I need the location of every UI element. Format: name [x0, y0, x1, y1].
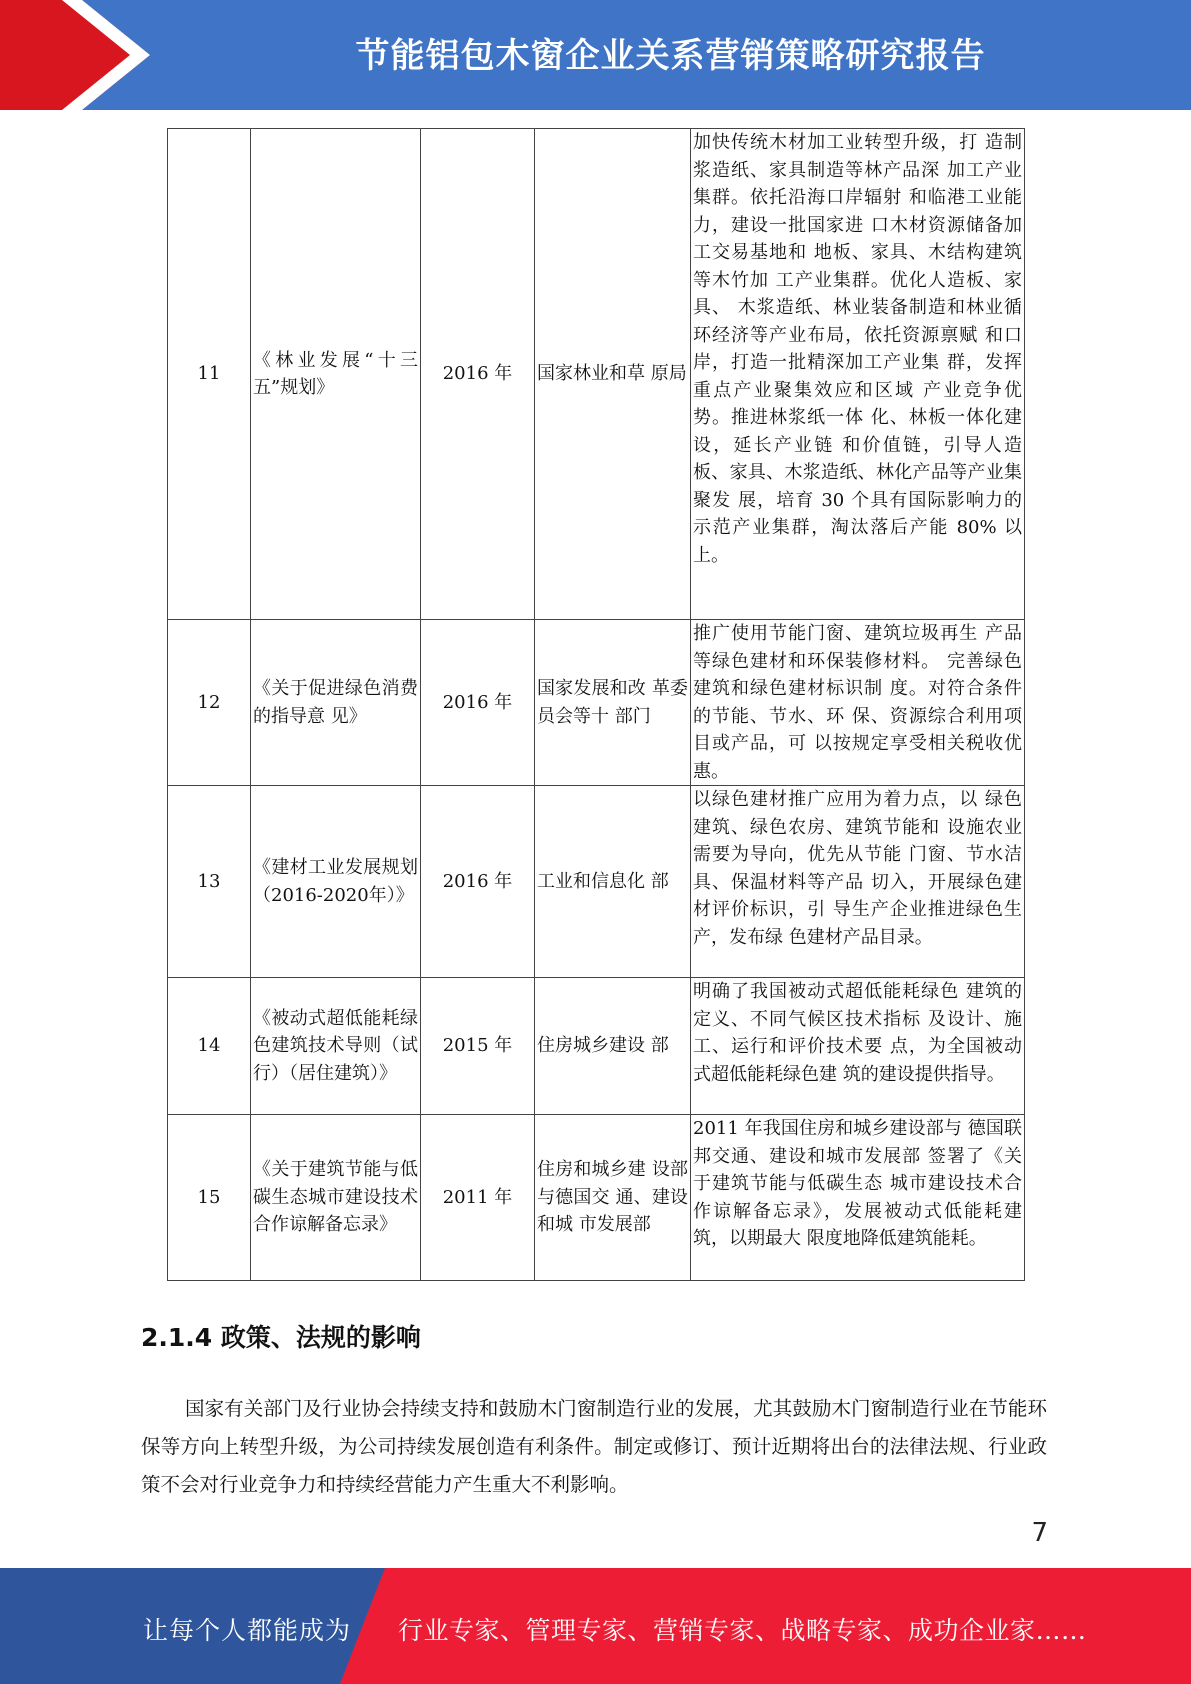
policy-name: 《关于促进绿色消费的指导意 见》	[251, 620, 421, 786]
policy-year: 2016 年	[421, 620, 535, 786]
row-number: 15	[168, 1115, 251, 1281]
policy-year: 2011 年	[421, 1115, 535, 1281]
policy-table	[167, 128, 1025, 1281]
table-row	[168, 1115, 1025, 1281]
issuing-department: 住房城乡建设 部	[535, 978, 691, 1115]
footer-slogan-right: 行业专家、管理专家、营销专家、战略专家、成功企业家……	[398, 1616, 1087, 1645]
policy-content: 加快传统木材加工业转型升级，打 造制浆造纸、家具制造等林产品深 加工产业集群。依托沿海口岸辐射 和临港工业能力，建设一批国家进 口木材资源储备加工交易基地和 地板、家具、木结构建筑等木竹加 工产业集群。优化人造板、家具、 木浆造纸、林业装备制造和林业循 环经济等产业布局，依托资源禀赋 和口岸，打造一批精深加工产业集 群，发挥重点产业聚集效应和区域 产业竞争优势。推进林浆纸一体 化、林板一体化建设，延长产业链 和价值链，引导人造板、家具、木浆造纸、林化产品等产业集聚发 展，培育 30 个具有国际影响力的 示范产业集群，淘汰落后产能 80% 以上。	[691, 129, 1025, 620]
page-header	[0, 0, 1191, 110]
row-number: 12	[168, 620, 251, 786]
policy-content: 明确了我国被动式超低能耗绿色 建筑的定义、不同气候区技术指标 及设计、施工、运行和评价技术要 点，为全国被动式超低能耗绿色建 筑的建设提供指导。	[691, 978, 1025, 1115]
policy-content: 推广使用节能门窗、建筑垃圾再生 产品等绿色建材和环保装修材料。 完善绿色建筑和绿色建材标识制 度。对符合条件的节能、节水、环 保、资源综合利用项目或产品，可 以按规定享受相关税收优惠。	[691, 620, 1025, 786]
issuing-department: 国家发展和改 革委员会等十 部门	[535, 620, 691, 786]
issuing-department: 工业和信息化 部	[535, 786, 691, 978]
row-number: 13	[168, 786, 251, 978]
table-row	[168, 786, 1025, 978]
policy-year: 2015 年	[421, 978, 535, 1115]
policy-year: 2016 年	[421, 786, 535, 978]
table-row	[168, 620, 1025, 786]
body-paragraph: 国家有关部门及行业协会持续支持和鼓励木门窗制造行业的发展，尤其鼓励木门窗制造行业在节能环保等方向上转型升级，为公司持续发展创造有利条件。制定或修订、预计近期将出台的法律法规、行业政策不会对行业竞争力和持续经营能力产生重大不利影响。	[141, 1397, 1047, 1496]
table-row	[168, 129, 1025, 620]
policy-name: 《林业发展“十三五”规划》	[251, 129, 421, 620]
policy-content: 2011 年我国住房和城乡建设部与 德国联邦交通、建设和城市发展部 签署了《关于建筑节能与低碳生态 城市建设技术合作谅解备忘录》，发展被动式低能耗建筑，以期最大 限度地降低建筑能耗。	[691, 1115, 1025, 1281]
policy-name: 《关于建筑节能与低碳生态城市建设技术合作谅解备忘录》	[251, 1115, 421, 1281]
report-title: 节能铝包木窗企业关系营销策略研究报告	[355, 36, 986, 76]
row-number: 11	[168, 129, 251, 620]
policy-name: 《被动式超低能耗绿色建筑技术导则（试行）（居住建筑）》	[251, 978, 421, 1115]
header-red-chevron	[0, 0, 150, 110]
section-heading: 2.1.4 政策、法规的影响	[141, 1323, 421, 1352]
row-number: 14	[168, 978, 251, 1115]
footer-slogan-left: 让每个人都能成为	[143, 1616, 352, 1645]
policy-name: 《建材工业发展规划（2016-2020年）》	[251, 786, 421, 978]
policy-year: 2016 年	[421, 129, 535, 620]
page-number: 7	[1031, 1518, 1048, 1548]
page-footer	[0, 1568, 1191, 1684]
table-row	[168, 978, 1025, 1115]
issuing-department: 国家林业和草 原局	[535, 129, 691, 620]
policy-content: 以绿色建材推广应用为着力点，以 绿色建筑、绿色农房、建筑节能和 设施农业需要为导向，优先从节能 门窗、节水洁具、保温材料等产品 切入，开展绿色建材评价标识，引 导生产企业推进绿色生产，发布绿 色建材产品目录。	[691, 786, 1025, 978]
issuing-department: 住房和城乡建 设部与德国交 通、建设和城 市发展部	[535, 1115, 691, 1281]
